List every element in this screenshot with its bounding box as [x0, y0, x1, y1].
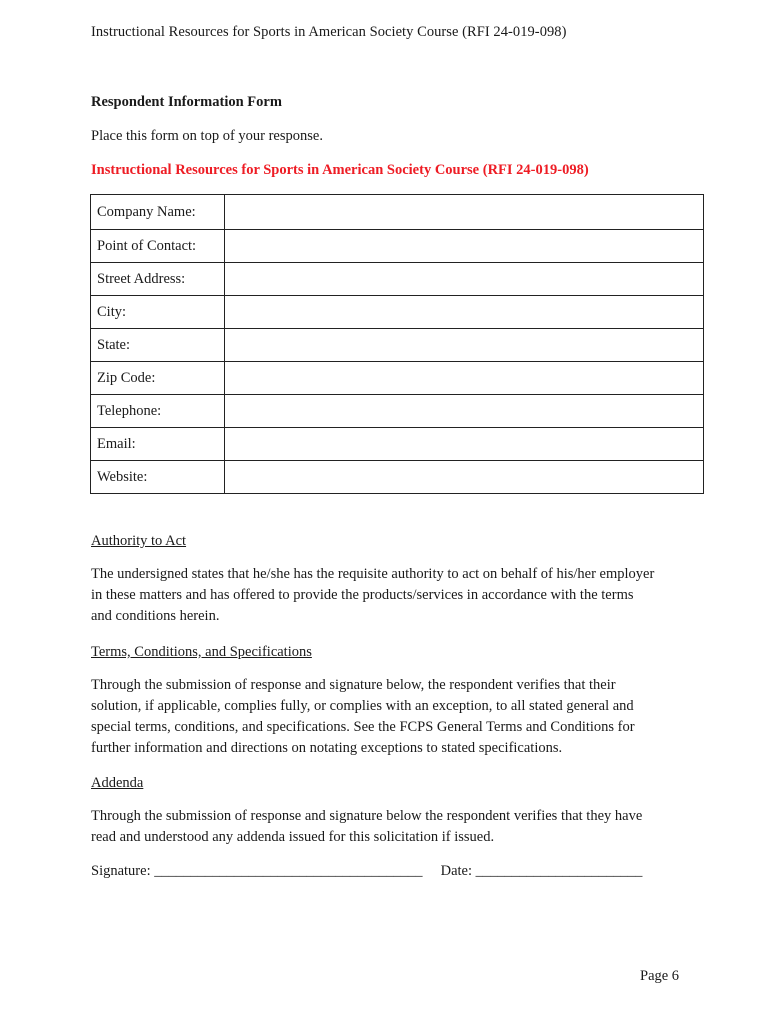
email-label: Email:: [91, 428, 225, 461]
table-row: [91, 362, 704, 395]
state-field[interactable]: [225, 329, 704, 362]
terms-heading-text: Terms, Conditions, and Specifications: [91, 644, 312, 660]
terms-line: solution, if applicable, complies fully, or complies with an exception, to all stated general and: [91, 698, 634, 714]
addenda-paragraph: [91, 806, 691, 848]
table-row: [91, 428, 704, 461]
addenda-line: read and understood any addenda issued for this solicitation if issued.: [91, 829, 495, 845]
website-label: Website:: [91, 461, 225, 494]
table-row: [91, 395, 704, 428]
authority-line: in these matters and has offered to provide the products/services in accordance with the terms: [91, 587, 634, 603]
table-row: [91, 329, 704, 362]
authority-paragraph: [91, 564, 691, 627]
authority-heading-text: Authority to Act: [91, 533, 187, 549]
addenda-heading-text: Addenda: [91, 775, 144, 791]
zip-code-field[interactable]: [225, 362, 704, 395]
addenda-line: Through the submission of response and signature below the respondent verifies that they have: [91, 808, 643, 824]
table-row: [91, 296, 704, 329]
terms-line: Through the submission of response and signature below, the respondent verifies that their: [91, 677, 616, 693]
telephone-field[interactable]: [225, 395, 704, 428]
city-label: City:: [91, 296, 225, 329]
respondent-info-table: [90, 194, 704, 494]
telephone-label: Telephone:: [91, 395, 225, 428]
terms-line: special terms, conditions, and specifications. See the FCPS General Terms and Conditions for: [91, 719, 635, 735]
authority-line: and conditions herein.: [91, 608, 220, 624]
terms-heading: [91, 642, 691, 663]
email-field[interactable]: [225, 428, 704, 461]
street-address-label: Street Address:: [91, 263, 225, 296]
form-instruction: Place this form on top of your response.: [91, 128, 323, 144]
table-row: [91, 195, 704, 230]
company-name-field[interactable]: [225, 195, 704, 230]
point-of-contact-label: Point of Contact:: [91, 230, 225, 263]
authority-heading: [91, 531, 691, 552]
table-row: [91, 230, 704, 263]
form-title: Respondent Information Form: [91, 94, 282, 110]
table-row: [91, 263, 704, 296]
zip-code-label: Zip Code:: [91, 362, 225, 395]
signature-date-line[interactable]: Signature: _____________________________________ Date: _______________________: [91, 863, 643, 879]
solicitation-title: Instructional Resources for Sports in American Society Course (RFI 24-019-098): [91, 162, 589, 178]
authority-line: The undersigned states that he/she has the requisite authority to act on behalf of his/her employer: [91, 566, 655, 582]
terms-paragraph: [91, 675, 691, 759]
page-number: Page 6: [640, 968, 680, 984]
city-field[interactable]: [225, 296, 704, 329]
running-header: Instructional Resources for Sports in American Society Course (RFI 24-019-098): [91, 24, 567, 40]
terms-line: further information and directions on notating exceptions to stated specifications.: [91, 740, 563, 756]
company-name-label: Company Name:: [91, 195, 225, 230]
point-of-contact-field[interactable]: [225, 230, 704, 263]
table-row: [91, 461, 704, 494]
addenda-heading: [91, 773, 691, 794]
street-address-field[interactable]: [225, 263, 704, 296]
website-field[interactable]: [225, 461, 704, 494]
state-label: State:: [91, 329, 225, 362]
